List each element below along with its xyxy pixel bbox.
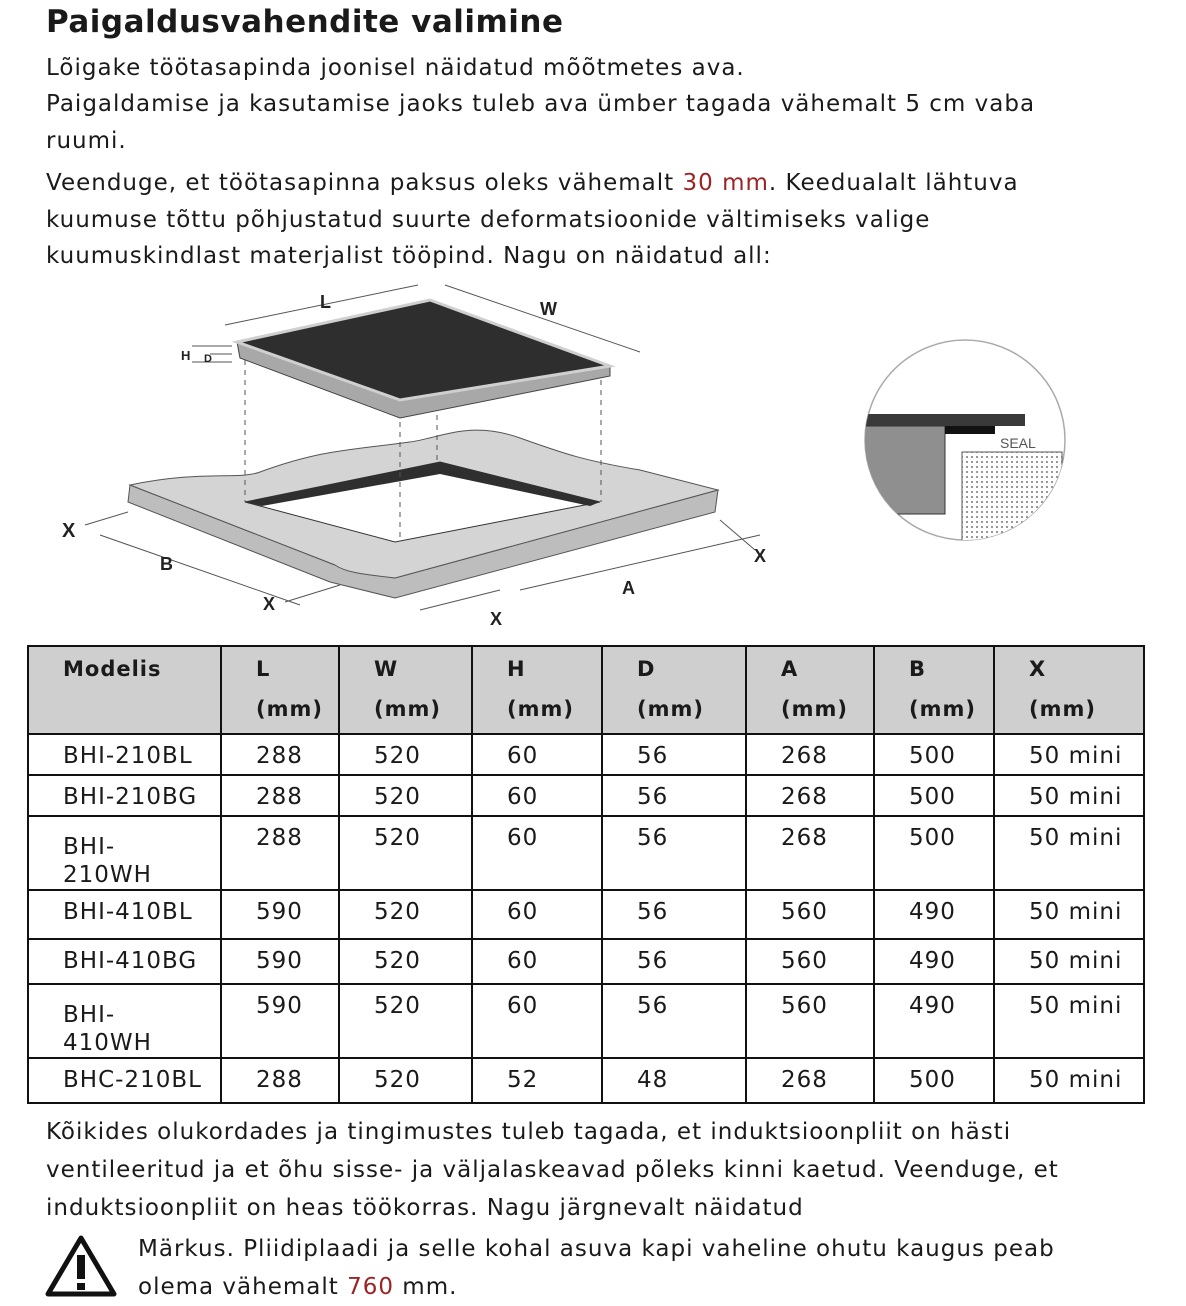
- label-A: A: [622, 578, 635, 598]
- table-cell: 56: [602, 775, 746, 816]
- table-cell: 52: [472, 1058, 602, 1103]
- table-cell: 520: [339, 816, 472, 890]
- table-cell: 268: [746, 775, 874, 816]
- label-X-left: X: [62, 520, 76, 542]
- table-cell: 520: [339, 890, 472, 939]
- table-cell: 268: [746, 1058, 874, 1103]
- table-cell: 288: [221, 734, 339, 775]
- label-W: W: [540, 299, 557, 319]
- warning-icon: [45, 1235, 117, 1297]
- model-name-cell: BHI- 210WH: [28, 816, 221, 890]
- column-header-l: L (mm): [221, 646, 339, 734]
- table-cell: 60: [472, 984, 602, 1058]
- table-row: [28, 734, 1144, 775]
- table-cell: 500: [874, 775, 994, 816]
- table-cell: 520: [339, 775, 472, 816]
- outro-line-2: ventileeritud ja et õhu sisse- ja väljalaskeavad põleks kinni kaetud. Veenduge, et: [46, 1157, 1059, 1183]
- model-name-cell: BHI-210BG: [28, 775, 221, 816]
- column-header-x: X (mm): [994, 646, 1144, 734]
- table-cell: 500: [874, 734, 994, 775]
- thickness-value: 30 mm: [682, 170, 769, 196]
- model-name-cell: BHI-410BG: [28, 939, 221, 984]
- column-header-modelis: Modelis: [28, 646, 221, 734]
- table-cell: 500: [874, 816, 994, 890]
- table-row: [28, 775, 1144, 816]
- table-cell: 520: [339, 734, 472, 775]
- table-cell: 500: [874, 1058, 994, 1103]
- table-cell: 60: [472, 939, 602, 984]
- label-B: B: [160, 554, 173, 574]
- outro-line-3: induktsioonpliit on heas töökorras. Nagu järgnevalt näidatud: [46, 1195, 804, 1221]
- table-cell: 268: [746, 816, 874, 890]
- table-header-row: [28, 646, 1144, 734]
- page-title: Paigaldusvahendite valimine: [46, 4, 564, 40]
- table-cell: 268: [746, 734, 874, 775]
- table-cell: 50 mini: [994, 734, 1144, 775]
- model-name-cell: BHI- 410WH: [28, 984, 221, 1058]
- intro-line-3: ruumi.: [46, 128, 127, 154]
- column-header-h: H (mm): [472, 646, 602, 734]
- table-cell: 60: [472, 816, 602, 890]
- intro-line-1: Lõigake töötasapinda joonisel näidatud mõõtmetes ava.: [46, 55, 745, 81]
- intro-line-2: Paigaldamise ja kasutamise jaoks tuleb ava ümber tagada vähemalt 5 cm vaba: [46, 91, 1036, 117]
- intro-line-5: kuumuse tõttu põhjustatud suurte deformatsioonide vältimiseks valige: [46, 207, 931, 233]
- table-cell: 50 mini: [994, 1058, 1144, 1103]
- table-cell: 288: [221, 1058, 339, 1103]
- table-cell: 56: [602, 816, 746, 890]
- table-cell: 60: [472, 734, 602, 775]
- table-cell: 490: [874, 984, 994, 1058]
- model-dimensions-table: [27, 645, 1145, 1104]
- column-header-w: W (mm): [339, 646, 472, 734]
- model-name-cell: BHI-210BL: [28, 734, 221, 775]
- table-row: [28, 890, 1144, 939]
- column-header-d: D (mm): [602, 646, 746, 734]
- table-cell: 520: [339, 1058, 472, 1103]
- table-cell: 520: [339, 939, 472, 984]
- table-cell: 288: [221, 775, 339, 816]
- table-row: [28, 1058, 1144, 1103]
- table-cell: 56: [602, 984, 746, 1058]
- label-X-bottom: X: [490, 609, 503, 629]
- table-cell: 50 mini: [994, 939, 1144, 984]
- table-cell: 56: [602, 734, 746, 775]
- table-cell: 520: [339, 984, 472, 1058]
- table-row: [28, 939, 1144, 984]
- outro-line-1: Kõikides olukordades ja tingimustes tuleb tagada, et induktsioonpliit on hästi: [46, 1119, 1012, 1145]
- column-header-b: B (mm): [874, 646, 994, 734]
- label-X-right: X: [754, 546, 767, 566]
- table-cell: 50 mini: [994, 775, 1144, 816]
- table-row: [28, 816, 1144, 890]
- table-cell: 60: [472, 890, 602, 939]
- label-L: L: [320, 292, 331, 312]
- table-cell: 48: [602, 1058, 746, 1103]
- table-cell: 590: [221, 890, 339, 939]
- intro-line-4: Veenduge, et töötasapinna paksus oleks vähemalt 30 mm. Keedualalt lähtuva: [46, 170, 1019, 196]
- table-cell: 50 mini: [994, 890, 1144, 939]
- label-H: H: [181, 348, 191, 363]
- table-cell: 560: [746, 984, 874, 1058]
- distance-value: 760: [347, 1274, 394, 1300]
- label-X-bottom-left: X: [263, 594, 276, 614]
- label-D: D: [204, 353, 212, 365]
- note-line-1: Märkus. Pliidiplaadi ja selle kohal asuva kapi vaheline ohutu kaugus peab: [138, 1236, 1055, 1262]
- table-cell: 590: [221, 939, 339, 984]
- table-cell: 288: [221, 816, 339, 890]
- intro-line-6: kuumuskindlast materjalist tööpind. Nagu on näidatud all:: [46, 243, 772, 269]
- table-cell: 56: [602, 939, 746, 984]
- note-text: Märkus. Pliidiplaadi ja selle kohal asuva kapi vaheline ohutu kaugus peab olema vähemalt 760 mm.: [138, 1236, 1055, 1300]
- table-cell: 490: [874, 939, 994, 984]
- table-cell: 60: [472, 775, 602, 816]
- column-header-a: A (mm): [746, 646, 874, 734]
- table-cell: 560: [746, 890, 874, 939]
- table-cell: 50 mini: [994, 984, 1144, 1058]
- model-name-cell: BHC-210BL: [28, 1058, 221, 1103]
- table-row: [28, 984, 1144, 1058]
- seal-label: SEAL: [1000, 435, 1036, 451]
- installation-diagram: [0, 280, 1186, 642]
- table-cell: 560: [746, 939, 874, 984]
- table-cell: 56: [602, 890, 746, 939]
- model-name-cell: BHI-410BL: [28, 890, 221, 939]
- table-cell: 490: [874, 890, 994, 939]
- table-cell: 50 mini: [994, 816, 1144, 890]
- table-cell: 590: [221, 984, 339, 1058]
